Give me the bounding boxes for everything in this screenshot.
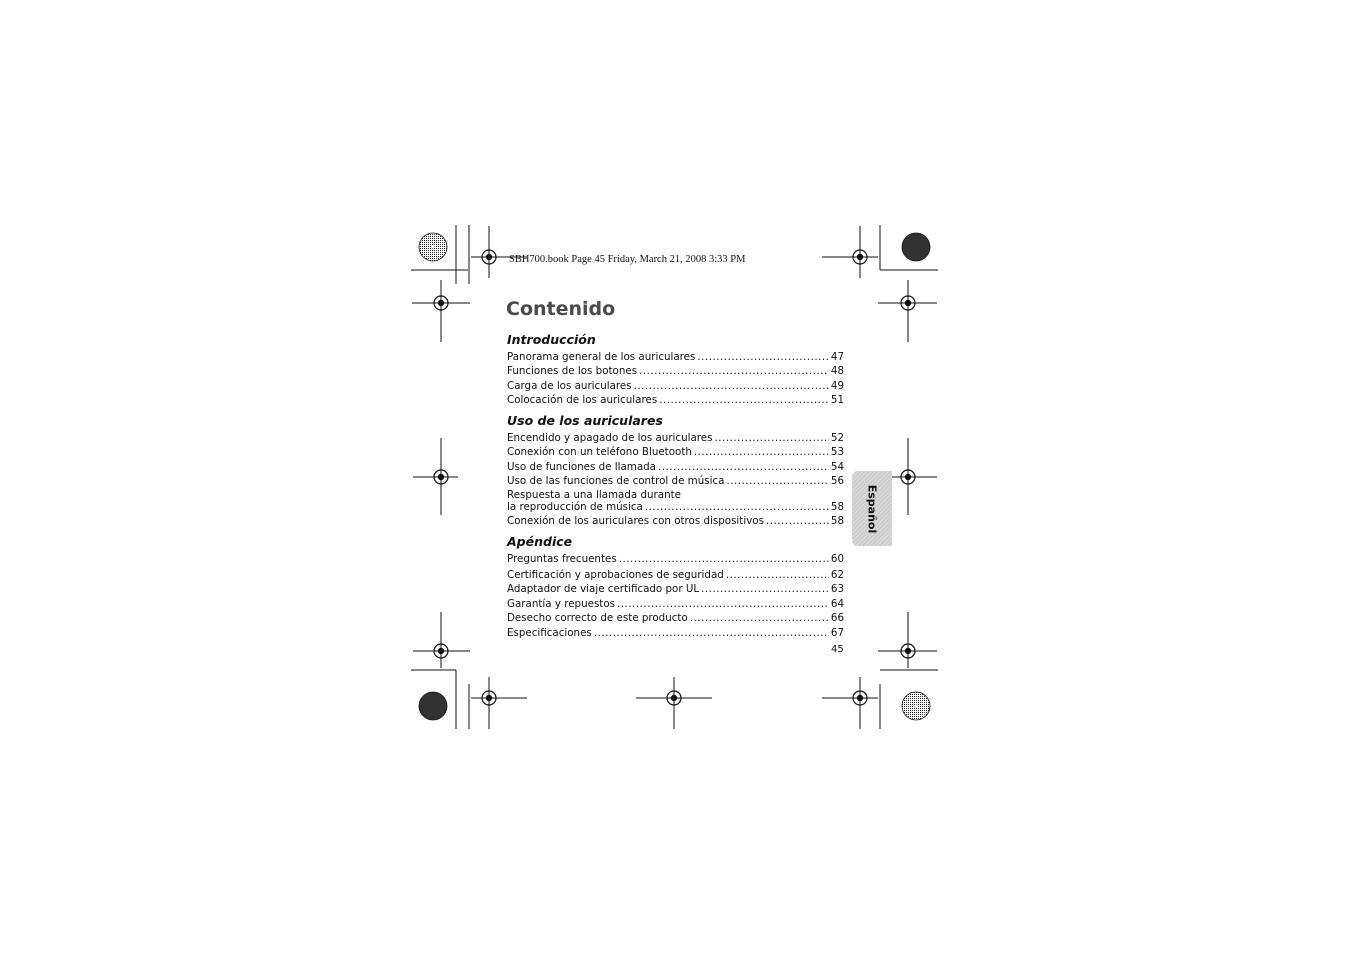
section-heading: Apéndice: [507, 534, 573, 549]
toc-entry[interactable]: [507, 350, 844, 364]
toc-entry-title: Uso de funciones de llamada: [507, 460, 656, 473]
toc-entry[interactable]: [507, 626, 844, 640]
toc-entry[interactable]: [507, 474, 844, 488]
toc-section-introduccion: [507, 332, 844, 408]
toc-entry-page: 64: [830, 597, 844, 610]
toc-entry-title: Garantía y repuestos: [507, 597, 616, 610]
toc-entry-title: Funciones de los botones: [507, 365, 638, 378]
toc-entry-title: Especificaciones: [507, 626, 592, 639]
toc-entry[interactable]: [507, 597, 844, 611]
toc-entry[interactable]: [507, 379, 844, 393]
toc-entry-title: Encendido y apagado de los auriculares: [507, 432, 713, 444]
toc-entry-page: 51: [830, 394, 844, 407]
toc-section-uso: [507, 413, 844, 529]
toc-entry-page: 54: [830, 460, 844, 473]
toc-entry-title: Conexión de los auriculares con otros dispositivos: [507, 515, 764, 528]
toc-entry-page: 47: [830, 351, 844, 363]
toc-entry-page: 48: [830, 365, 844, 378]
toc-entry-title: Desecho correcto de este producto: [507, 612, 688, 625]
toc-entry-title: Colocación de los auriculares: [507, 394, 658, 407]
toc-entry-page: 67: [830, 626, 844, 639]
toc-entry-title: Adaptador de viaje certificado por UL: [507, 583, 700, 596]
page-title: Contenido: [506, 298, 616, 320]
section-heading: Introducción: [507, 332, 596, 347]
toc-entry-title: Certificación y aprobaciones de seguridad: [507, 568, 724, 581]
toc-entry-page: 60: [830, 553, 844, 565]
toc-entry[interactable]: [507, 460, 844, 474]
toc-entry[interactable]: [507, 445, 844, 459]
toc-entry[interactable]: [507, 514, 844, 528]
toc-entry-title: Preguntas frecuentes: [507, 553, 617, 565]
section-heading: Uso de los auriculares: [507, 413, 663, 428]
toc-entry-page: 56: [830, 475, 844, 488]
toc-entry-page: 58: [830, 501, 844, 514]
toc-entry[interactable]: [507, 393, 844, 407]
toc-entry-title: Panorama general de los auriculares: [507, 351, 696, 363]
toc-entry-page: 63: [830, 583, 844, 596]
toc-entry[interactable]: [507, 582, 844, 596]
toc-entry-title: Carga de los auriculares: [507, 379, 632, 392]
toc-entry[interactable]: [507, 611, 844, 625]
toc-entry-title-line1: Respuesta a una llamada durante: [507, 488, 681, 501]
print-info-header: SBH700.book Page 45 Friday, March 21, 2008 3:33 PM: [509, 254, 746, 265]
toc-entry-title: Uso de las funciones de control de música: [507, 475, 725, 488]
toc-entry-page: 66: [830, 612, 844, 625]
toc-entry-page: 49: [830, 379, 844, 392]
toc-entry-page: 58: [830, 515, 844, 528]
language-tab: [852, 471, 892, 546]
page-number: 45: [831, 644, 844, 655]
language-tab-label: Español: [865, 484, 879, 533]
toc-entry-page: 62: [830, 568, 844, 581]
toc-entry[interactable]: [507, 552, 844, 566]
toc-entry[interactable]: [507, 431, 844, 445]
toc-entry-title: la reproducción de música: [507, 501, 643, 514]
toc-entry-page: 53: [830, 446, 844, 459]
toc-entry[interactable]: [507, 364, 844, 378]
toc-section-apendice: [507, 534, 844, 640]
toc-entry-page: 52: [830, 432, 844, 444]
starburst-top-left: [419, 233, 447, 261]
toc-entry[interactable]: [507, 568, 844, 582]
toc-entry-multiline[interactable]: [507, 490, 844, 515]
toc-entry-title: Conexión con un teléfono Bluetooth: [507, 446, 692, 459]
